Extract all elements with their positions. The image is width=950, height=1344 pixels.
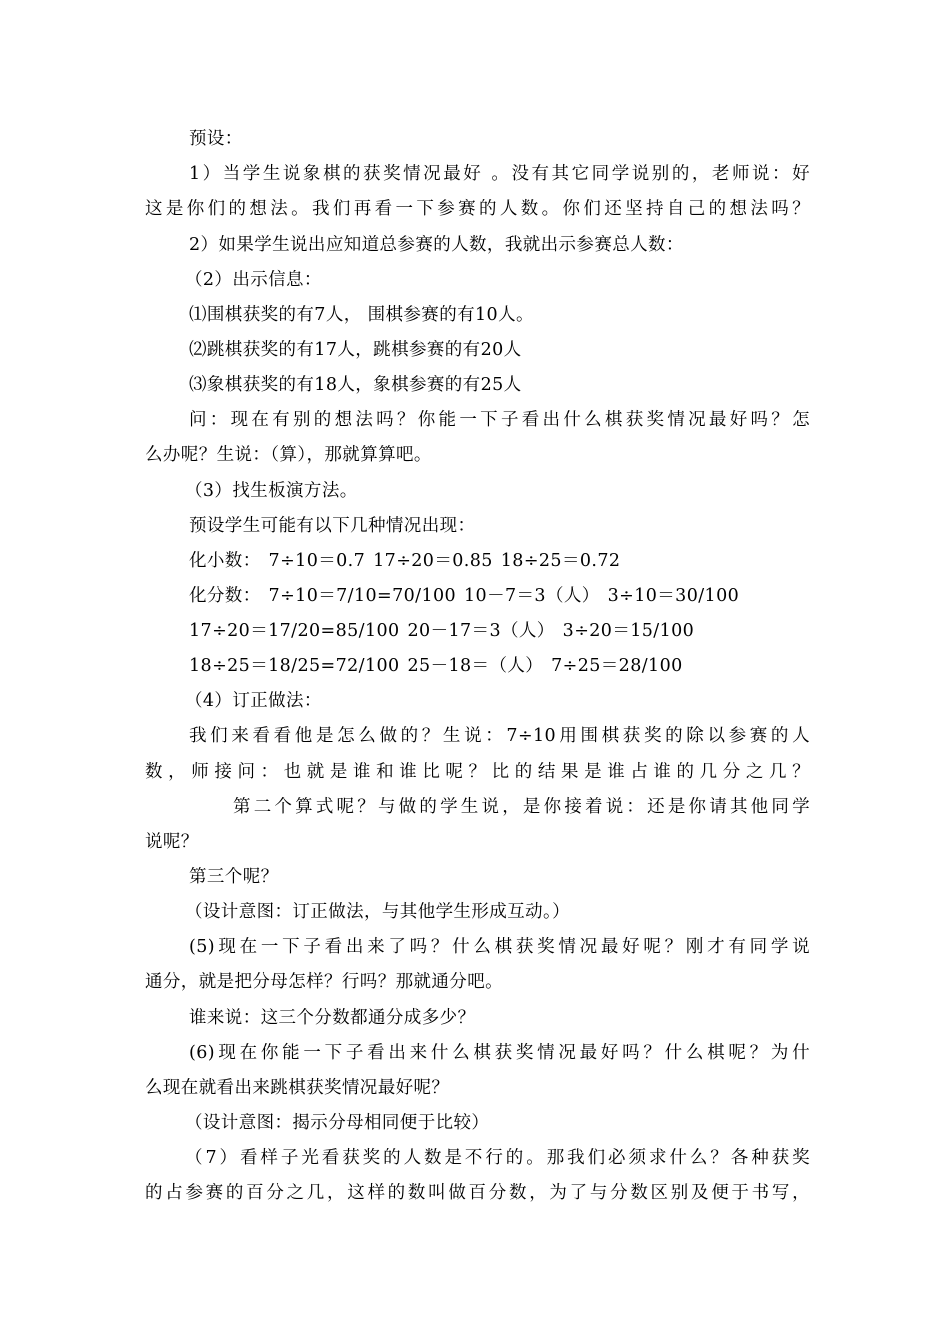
formula-line: 化小数： 7÷10＝0.7 17÷20＝0.85 18÷25＝0.72 (189, 551, 621, 571)
text-line: 预设学生可能有以下几种情况出现： (189, 516, 476, 536)
text-line: 2）如果学生说出应知道总参赛的人数，我就出示参赛总人数： (189, 235, 684, 255)
text-line: 第二个算式呢？与做的学生说，是你接着说：还是你请其他同学 (233, 797, 810, 817)
text-line: 第三个呢？ (189, 867, 279, 887)
text-line: （7）看样子光看获奖的人数是不行的。那我们必须求什么？各种获奖 (185, 1148, 810, 1168)
text-line: 1）当学生说象棋的获奖情况最好 。没有其它同学说别的，老师说：好 (189, 164, 810, 184)
text-line: 么办呢？生说：（算），那就算算吧。 (145, 445, 432, 465)
text-line: （设计意图：订正做法，与其他学生形成互动。） (185, 902, 571, 922)
text-line: （3）找生板演方法。 (185, 481, 358, 501)
text-line: 的占参赛的百分之几，这样的数叫做百分数，为了与分数区别及便于书写， (145, 1183, 810, 1203)
text-line: 数，师接问：也就是谁和谁比呢？比的结果是谁占谁的几分之几？ (145, 762, 810, 782)
text-line: 这是你们的想法。我们再看一下参赛的人数。你们还坚持自己的想法吗？ (145, 199, 810, 219)
text-line: ⑵跳棋获奖的有17人，跳棋参赛的有20人 (189, 340, 522, 360)
text-line: 预设： (189, 129, 243, 149)
text-line: (5)现在一下子看出来了吗？什么棋获奖情况最好呢？刚才有同学说 (189, 937, 810, 957)
text-line: 说呢？ (145, 832, 199, 852)
text-line: ⑶象棋获奖的有18人，象棋参赛的有25人 (189, 375, 522, 395)
formula-line: 化分数： 7÷10＝7/10=70/100 10－7＝3（人） 3÷10＝30/100 (189, 586, 740, 606)
text-line: (6)现在你能一下子看出来什么棋获奖情况最好吗？什么棋呢？为什 (189, 1043, 810, 1063)
text-line: 我们来看看他是怎么做的？生说：7÷10用围棋获奖的除以参赛的人 (189, 726, 810, 746)
text-line: （4）订正做法： (185, 691, 322, 711)
formula-line: 17÷20＝17/20=85/100 20－17＝3（人） 3÷20＝15/100 (189, 621, 695, 641)
text-line: （设计意图：揭示分母相同便于比较） (185, 1113, 490, 1133)
text-line: 通分，就是把分母怎样？行吗？那就通分吧。 (145, 972, 503, 992)
formula-line: 18÷25＝18/25=72/100 25－18＝（人） 7÷25＝28/100 (189, 656, 683, 676)
text-line: ⑴围棋获奖的有7人， 围棋参赛的有10人。 (189, 305, 534, 325)
text-line: （2）出示信息： (185, 270, 322, 290)
text-line: 谁来说：这三个分数都通分成多少？ (189, 1008, 476, 1028)
text-line: 问：现在有别的想法吗？你能一下子看出什么棋获奖情况最好吗？怎 (189, 410, 810, 430)
text-line: 么现在就看出来跳棋获奖情况最好呢？ (145, 1078, 450, 1098)
